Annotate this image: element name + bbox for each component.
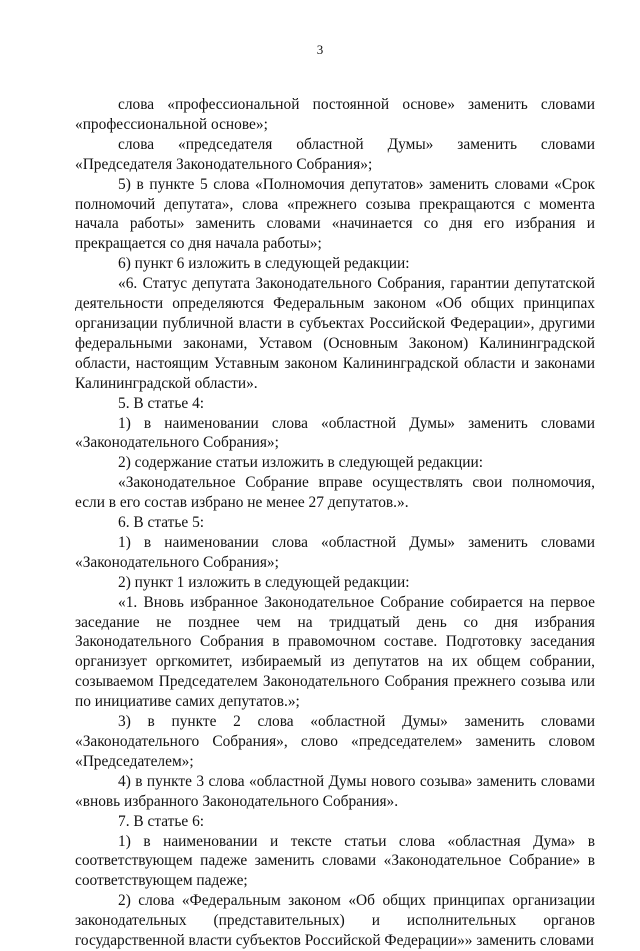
section-heading: 6. В статье 5:: [118, 514, 205, 532]
paragraph: слова «профессиональной постоянной основе» заменить словами «профессиональной основе»;: [75, 96, 595, 133]
paragraph: «1. Вновь избранное Законодательное Собрание собирается на первое заседание не позднее чем на тридцатый день со дня избрания Законодательного Собрания в правомочном составе. Подготовку заседания организует оргкомитет, избираемый из депутатов на их общем собрании, созываемом Председателем Законодательного Собрания прежнего созыва или по инициативе самих депутатов.»;: [75, 593, 595, 711]
section-heading: 7. В статье 6:: [118, 812, 205, 830]
paragraph: «6. Статус депутата Законодательного Собрания, гарантии депутатской деятельности определяются Федеральным законом «Об общих принципах организации публичной власти в субъектах Российской Федерации», другими федеральными законами, Уставом (Основным Законом) Калининградской области, настоящим Уставным законом Калининградской области и законами Калининградской области».: [75, 275, 595, 392]
paragraph: 6) пункт 6 изложить в следующей редакции:: [118, 255, 410, 273]
paragraph: 5) в пункте 5 слова «Полномочия депутатов» заменить словами «Срок полномочий депутата», слова «прежнего созыва прекращаются с момента начала работы» заменить словами «начинается со дня его избрания и прекращается со дня начала работы»;: [75, 175, 595, 253]
paragraph: 2) пункт 1 изложить в следующей редакции:: [118, 573, 410, 591]
paragraph: 4) в пункте 3 слова «областной Думы нового созыва» заменить словами «вновь избранного Законодательного Собрания».: [75, 772, 595, 810]
paragraph: 2) содержание статьи изложить в следующей редакции:: [118, 454, 483, 472]
paragraph: 1) в наименовании и тексте статьи слова «областная Дума» в соответствующем падеже заменить словами «Законодательное Собрание» в соответствующем падеже;: [75, 832, 595, 890]
paragraph: 3) в пункте 2 слова «областной Думы» заменить словами «Законодательного Собрания», слово «председателем» заменить словом «Председателем»;: [75, 713, 595, 770]
paragraph: «Законодательное Собрание вправе осуществлять свои полномочия, если в его состав избрано не менее 27 депутатов.».: [75, 474, 595, 512]
document-body: [75, 95, 595, 951]
paragraph: 1) в наименовании слова «областной Думы» заменить словами «Законодательного Собрания»;: [75, 414, 595, 452]
paragraph: слова «председателя областной Думы» заменить словами «Председателя Законодательного Собрания»;: [75, 135, 595, 173]
section-heading: 5. В статье 4:: [118, 394, 205, 412]
page-number: 3: [316, 42, 324, 57]
paragraph: 2) слова «Федеральным законом «Об общих принципах организации законодательных (представительных) и исполнительных органов государственной власти субъектов Российской Федерации»» заменить словами: [75, 892, 595, 950]
paragraph: 1) в наименовании слова «областной Думы» заменить словами «Законодательного Собрания»;: [75, 533, 595, 571]
